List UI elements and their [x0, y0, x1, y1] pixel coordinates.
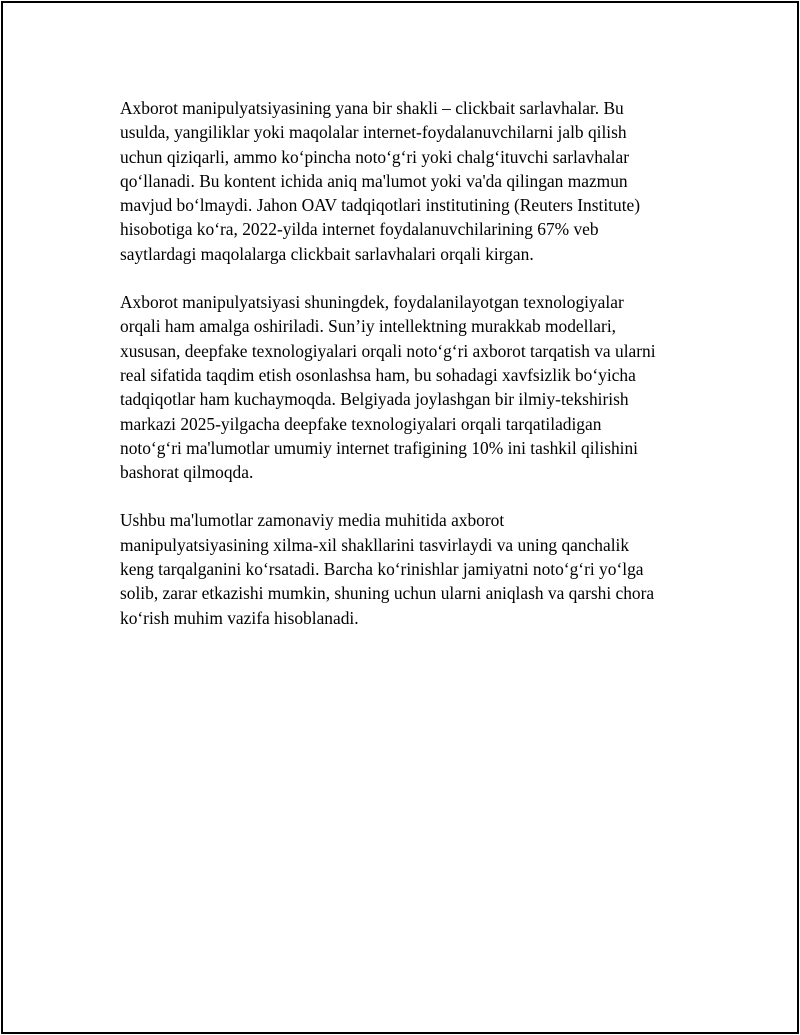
document-page	[1, 1, 799, 1034]
paragraph-deepfake: Axborot manipulyatsiyasi shuningdek, foydalanilayotgan texnologiyalar orqali ham amalga oshiriladi. Sun’iy intellektning murakkab modellari, xususan, deepfake texnologiyalari orqali noto‘g‘ri axborot tarqatish va ularni real sifatida taqdim etish osonlashsa ham, bu sohadagi xavfsizlik bo‘yicha tadqiqotlar ham kuchaymoqda. Belgiyada joylashgan bir ilmiy-tekshirish markazi 2025-yilgacha deepfake texnologiyalari orqali tarqatiladigan noto‘g‘ri ma'lumotlar umumiy internet trafigining 10% ini tashkil qilishini bashorat qilmoqda.	[120, 292, 656, 483]
paragraph-clickbait: Axborot manipulyatsiyasining yana bir shakli – clickbait sarlavhalar. Bu usulda, yangiliklar yoki maqolalar internet-foydalanuvchilarni jalb qilish uchun qiziqarli, ammo ko‘pincha noto‘g‘ri yoki chalg‘ituvchi sarlavhalar qo‘llanadi. Bu kontent ichida aniq ma'lumot yoki va'da qilingan mazmun mavjud bo‘lmaydi. Jahon OAV tadqiqotlari institutining (Reuters Institute) hisobotiga ko‘ra, 2022-yilda internet foydalanuvchilarining 67% veb saytlardagi maqolalarga clickbait sarlavhalari orqali kirgan.	[120, 98, 641, 264]
document-body	[120, 96, 700, 654]
paragraph-conclusion: Ushbu ma'lumotlar zamonaviy media muhitida axborot manipulyatsiyasining xilma-xil shakllarini tasvirlaydi va uning qanchalik keng tarqalganini ko‘rsatadi. Barcha ko‘rinishlar jamiyatni noto‘g‘ri yo‘lga solib, zarar etkazishi mumkin, shuning uchun ularni aniqlash va qarshi chora ko‘rish muhim vazifa hisoblanadi.	[120, 510, 655, 628]
